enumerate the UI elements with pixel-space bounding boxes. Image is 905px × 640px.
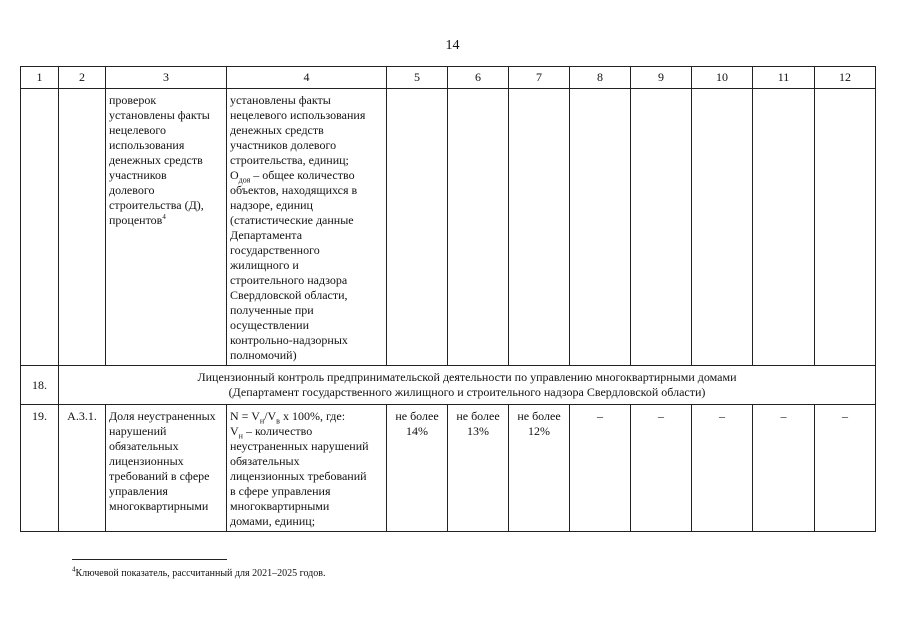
text-fragment: процентов: [109, 213, 163, 227]
text-fragment: /V: [264, 409, 277, 423]
value-cell: [692, 89, 753, 366]
formula-cell: [227, 89, 387, 366]
formula-cell: [227, 405, 387, 532]
header-cell: 10: [692, 67, 753, 89]
value-cell: [570, 89, 631, 366]
text-line: требований в сфере: [109, 469, 210, 483]
header-cell: 1: [21, 67, 59, 89]
text-fragment: N = V: [230, 409, 260, 423]
text-line: строительства, единиц;: [230, 153, 349, 167]
text-line: Департамента: [230, 228, 303, 242]
code-cell: А.3.1.: [59, 405, 106, 532]
variable-subscript: доя: [238, 175, 251, 185]
text-line: не более: [456, 409, 500, 423]
value-cell: [631, 89, 692, 366]
header-cell: 4: [227, 67, 387, 89]
text-line: обязательных: [230, 454, 300, 468]
text-line: в сфере управления: [230, 484, 331, 498]
variable-subscript: н: [238, 431, 243, 441]
text-line: надзоре, единиц: [230, 198, 313, 212]
value-cell: [387, 405, 448, 532]
text-line: [230, 424, 383, 439]
text-line: осуществлении: [230, 318, 309, 332]
section-title-cell: [59, 366, 876, 405]
indicator-name-cell: [106, 405, 227, 532]
table-row: [21, 89, 876, 366]
text-line: нецелевого использования: [230, 108, 366, 122]
text-line: 12%: [528, 424, 550, 438]
text-line: многоквартирными: [230, 499, 330, 513]
text-fragment: x 100%, где:: [279, 409, 346, 423]
indicators-table: [20, 66, 876, 532]
formula-line: [230, 409, 383, 424]
header-cell: 11: [753, 67, 815, 89]
header-row: [21, 67, 876, 89]
text-line: Доля неустраненных: [109, 409, 216, 423]
text-line: Свердловской области,: [230, 288, 348, 302]
footnote-divider: [72, 559, 227, 560]
text-line: не более: [517, 409, 561, 423]
text-line: управления: [109, 484, 168, 498]
text-line: (статистические данные: [230, 213, 354, 227]
text-line: государственного: [230, 243, 320, 257]
text-line: строительного надзора: [230, 273, 348, 287]
section-title: Лицензионный контроль предпринимательской деятельности по управлению многоквартирными домами: [197, 370, 737, 384]
text-fragment: – количество: [242, 424, 313, 438]
text-line: домами, единиц;: [230, 514, 316, 528]
text-line: [109, 213, 223, 228]
text-line: полномочий): [230, 348, 297, 362]
variable-letter: V: [230, 424, 239, 438]
text-line: участников долевого: [230, 138, 337, 152]
value-cell: [753, 89, 815, 366]
text-line: установлены факты: [230, 93, 331, 107]
text-line: [230, 168, 383, 183]
value-cell: –: [692, 405, 753, 532]
header-cell: 7: [509, 67, 570, 89]
text-line: строительства (Д),: [109, 198, 204, 212]
header-cell: 8: [570, 67, 631, 89]
text-line: объектов, находящихся в: [230, 183, 358, 197]
footnote-mark: 4: [162, 213, 166, 221]
text-line: использования: [109, 138, 185, 152]
variable-subscript: в: [276, 416, 280, 426]
value-cell: [509, 405, 570, 532]
text-line: жилищного и: [230, 258, 299, 272]
section-row: [21, 366, 876, 405]
text-line: нарушений: [109, 424, 167, 438]
table-row: [21, 405, 876, 532]
value-cell: [509, 89, 570, 366]
text-line: денежных средств: [230, 123, 324, 137]
page-number: 14: [445, 38, 460, 53]
value-cell: [815, 89, 876, 366]
text-line: денежных средств: [109, 153, 203, 167]
text-line: 14%: [406, 424, 428, 438]
header-cell: 5: [387, 67, 448, 89]
value-cell: –: [570, 405, 631, 532]
text-line: долевого: [109, 183, 155, 197]
text-line: установлены факты: [109, 108, 210, 122]
text-line: не более: [395, 409, 439, 423]
text-line: участников: [109, 168, 167, 182]
section-subtitle: (Департамент государственного жилищного и строительного надзора Свердловской области): [228, 385, 706, 399]
header-cell: 12: [815, 67, 876, 89]
footnote: [72, 565, 326, 579]
row-number-cell: 18.: [21, 366, 59, 405]
text-line: обязательных: [109, 439, 179, 453]
value-cell: [448, 405, 509, 532]
text-line: лицензионных: [109, 454, 184, 468]
value-cell: –: [815, 405, 876, 532]
row-number-cell: [21, 89, 59, 366]
header-cell: 2: [59, 67, 106, 89]
text-line: неустраненных нарушений: [230, 439, 369, 453]
value-cell: [448, 89, 509, 366]
text-line: контрольно-надзорных: [230, 333, 348, 347]
text-line: нецелевого: [109, 123, 167, 137]
text-line: многоквартирными: [109, 499, 209, 513]
footnote-mark: 4: [72, 565, 76, 574]
header-cell: 6: [448, 67, 509, 89]
text-line: проверок: [109, 93, 157, 107]
indicator-name-cell: [106, 89, 227, 366]
footnote-text: Ключевой показатель, рассчитанный для 2021–2025 годов.: [75, 568, 326, 579]
code-cell: [59, 89, 106, 366]
variable-subscript: н: [259, 416, 265, 426]
row-number-cell: 19.: [21, 405, 59, 532]
text-fragment: – общее количество: [250, 168, 355, 182]
header-cell: 9: [631, 67, 692, 89]
value-cell: –: [753, 405, 815, 532]
value-cell: –: [631, 405, 692, 532]
variable-letter: О: [230, 168, 239, 182]
text-line: лицензионных требований: [230, 469, 367, 483]
text-line: 13%: [467, 424, 489, 438]
text-line: полученные при: [230, 303, 314, 317]
value-cell: [387, 89, 448, 366]
header-cell: 3: [106, 67, 227, 89]
